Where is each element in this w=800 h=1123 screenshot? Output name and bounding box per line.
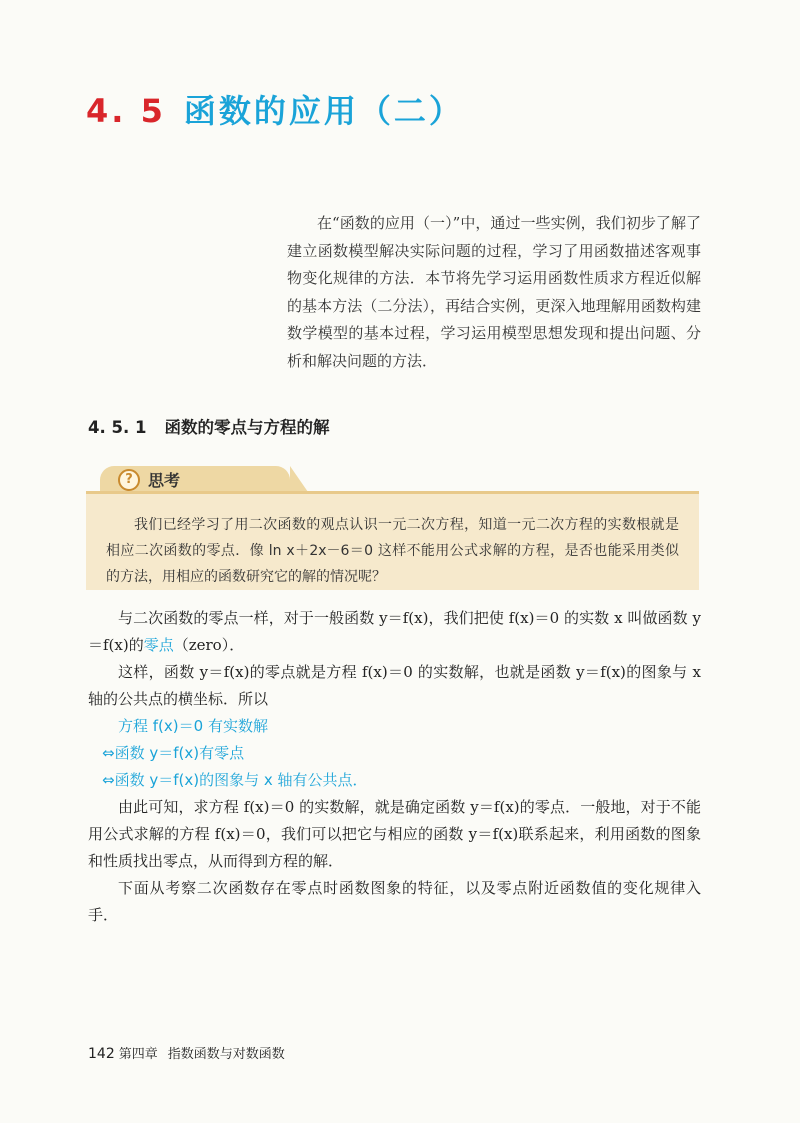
equivalence-line-1: 方程 f(x)＝0 有实数解 [118,717,268,735]
equivalence-block [88,713,701,794]
chapter-intro: 在“函数的应用（一）”中，通过一些实例，我们初步了解了建立函数模型解决实际问题的过程，学习了用函数描述客观事物变化规律的方法．本节将先学习运用函数性质求方程近似解的基本方法（二分法），再结合实例，更深入地理解用函数构建数学模型的基本过程，学习运用模型思想发现和提出问题、分析和解决问题的方法． [287,214,701,370]
section-title: 函数的零点与方程的解 [164,418,330,437]
paragraph-next: 下面从考察二次函数存在零点时函数图象的特征，以及零点附近函数值的变化规律入手． [88,879,701,924]
page-number: 142 [88,1046,115,1062]
think-label: 思考 [148,471,181,490]
footer-chapter-title: 指数函数与对数函数 [167,1047,285,1062]
paragraph-zero-meaning: 这样，函数 y＝f(x)的零点就是方程 f(x)＝0 的实数解，也就是函数 y＝f(x)的图象与 x 轴的公共点的横坐标．所以 [88,663,701,708]
keyword-zero: 零点 [143,636,174,654]
equivalence-line-3: ⇔函数 y＝f(x)的图象与 x 轴有公共点． [102,771,368,789]
page-footer [88,1043,285,1062]
think-box [86,491,699,590]
chapter-title [86,86,464,132]
main-body [88,605,701,929]
paragraph-zero-definition: 与二次函数的零点一样，对于一般函数 y＝f(x)，我们把使 f(x)＝0 的实数 x 叫做函数 y＝f(x)的零点（zero）． [88,609,701,654]
chapter-name: 函数的应用（二） [183,92,464,130]
chapter-number: 4. 5 [86,92,166,130]
paragraph-conclusion: 由此可知，求方程 f(x)＝0 的实数解，就是确定函数 y＝f(x)的零点．一般地，对于不能用公式求解的方程 f(x)＝0，我们可以把它与相应的函数 y＝f(x)联系起来，利用函数的图象和性质找出零点，从而得到方程的解． [88,798,701,870]
equivalence-line-2: ⇔函数 y＝f(x)有零点 [102,744,245,762]
think-tab [100,466,290,492]
think-text: 我们已经学习了用二次函数的观点认识一元二次方程，知道一元二次方程的实数根就是相应二次函数的零点．像 ln x＋2x－6＝0 这样不能用公式求解的方程，是否也能采用类似的方法，用相应的函数研究它的解的情况呢？ [106,517,679,585]
section-heading [88,414,329,438]
section-number: 4. 5. 1 [88,418,147,437]
footer-chapter: 第四章 [118,1047,158,1062]
question-circle-icon: ? [118,469,140,491]
